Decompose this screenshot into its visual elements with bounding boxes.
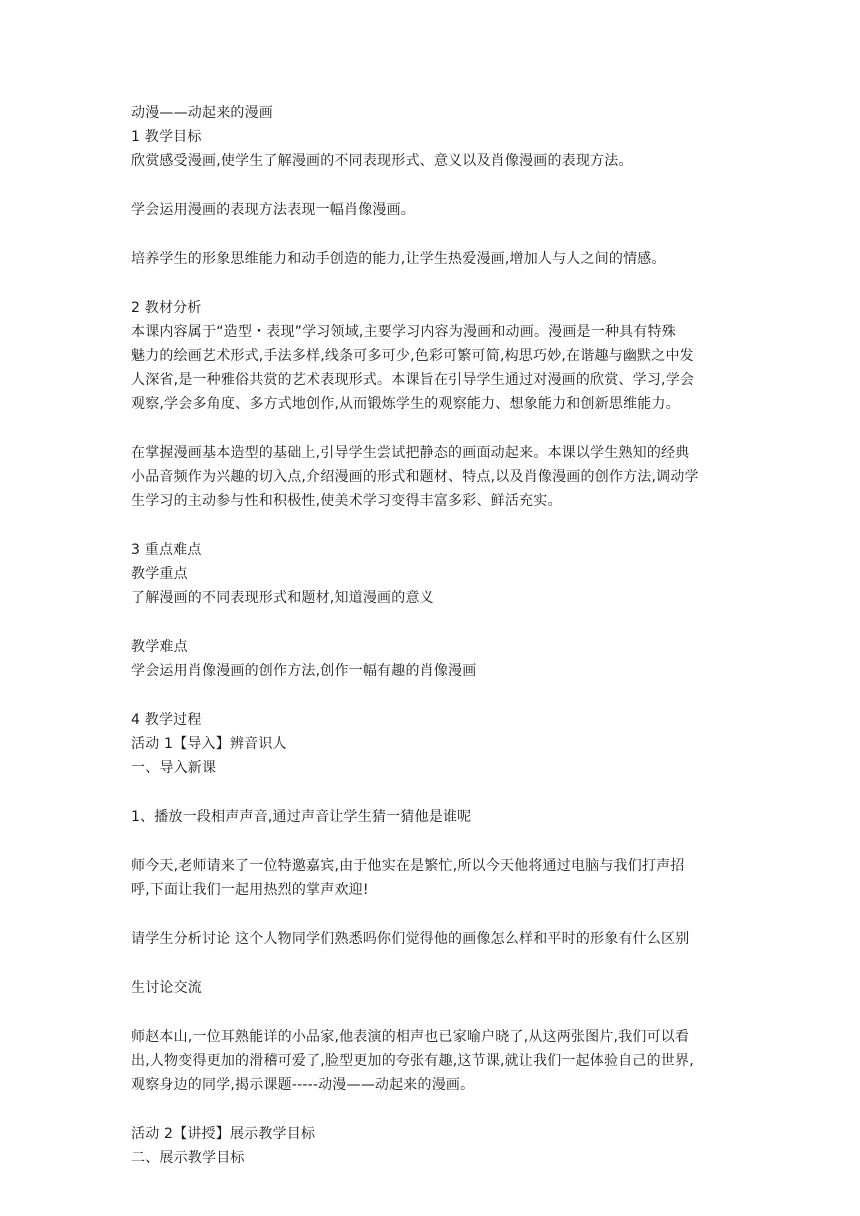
analysis-paragraph-2-line-3: 生学习的主动参与性和积极性,使美术学习变得丰富多彩、鲜活充实。	[131, 493, 562, 509]
step-1-text: 1、播放一段相声声音,通过声音让学生猜一猜他是谁呢	[131, 809, 472, 825]
analysis-paragraph-1-line-2: 魅力的绘画艺术形式,手法多样,线条可多可少,色彩可繁可简,构思巧妙,在谐趣与幽默之中发	[131, 348, 694, 364]
activity-2-subheading: 二、展示教学目标	[131, 1150, 245, 1166]
section-heading-analysis: 2 教材分析	[131, 300, 202, 316]
analysis-paragraph-1-line-3: 人深省,是一种雅俗共赏的艺术表现形式。本课旨在引导学生通过对漫画的欣赏、学习,学会	[131, 372, 695, 388]
teacher-intro-line-2: 呼,下面让我们一起用热烈的掌声欢迎!	[131, 882, 369, 898]
difficulty-text: 学会运用肖像漫画的创作方法,创作一幅有趣的肖像漫画	[131, 663, 477, 679]
student-discussion: 生讨论交流	[131, 980, 202, 996]
objective-paragraph-2: 学会运用漫画的表现方法表现一幅肖像漫画。	[131, 202, 415, 218]
activity-1-heading: 活动 1【导入】辨音识人	[131, 736, 287, 752]
analysis-paragraph-1-line-1: 本课内容属于“造型・表现”学习领域,主要学习内容为漫画和动画。漫画是一种具有特殊	[131, 324, 676, 340]
teacher-reveal-line-3: 观察身边的同学,揭示课题-----动漫——动起来的漫画。	[131, 1077, 475, 1093]
teacher-reveal-line-2: 出,人物变得更加的滑稽可爱了,脸型更加的夸张有趣,这节课,就让我们一起体验自己的世界,	[131, 1053, 694, 1069]
difficulty-label: 教学难点	[131, 639, 188, 655]
section-heading-objectives: 1 教学目标	[131, 129, 202, 145]
teacher-intro-line-1: 师今天,老师请来了一位特邀嘉宾,由于他实在是繁忙,所以今天他将通过电脑与我们打声招	[131, 858, 685, 874]
discussion-prompt: 请学生分析讨论 这个人物同学们熟悉吗你们觉得他的画像怎么样和平时的形象有什么区别	[131, 931, 690, 947]
objective-paragraph-1: 欣赏感受漫画,使学生了解漫画的不同表现形式、意义以及肖像漫画的表现方法。	[131, 153, 633, 169]
section-heading-key-points: 3 重点难点	[131, 542, 202, 558]
key-point-text: 了解漫画的不同表现形式和题材,知道漫画的意义	[131, 590, 434, 606]
analysis-paragraph-2-line-2: 小品音频作为兴趣的切入点,介绍漫画的形式和题材、特点,以及肖像漫画的创作方法,调动学	[131, 469, 699, 485]
teacher-reveal-line-1: 师赵本山,一位耳熟能详的小品家,他表演的相声也已家喻户晓了,从这两张图片,我们可以看	[131, 1029, 690, 1045]
section-heading-process: 4 教学过程	[131, 712, 202, 728]
objective-paragraph-3: 培养学生的形象思维能力和动手创造的能力,让学生热爱漫画,增加人与人之间的情感。	[131, 251, 666, 267]
analysis-paragraph-1-line-4: 观察,学会多角度、多方式地创作,从而锻炼学生的观察能力、想象能力和创新思维能力。	[131, 396, 680, 412]
analysis-paragraph-2-line-1: 在掌握漫画基本造型的基础上,引导学生尝试把静态的画面动起来。本课以学生熟知的经典	[131, 445, 690, 461]
activity-2-heading: 活动 2【讲授】展示教学目标	[131, 1126, 316, 1142]
document-title: 动漫——动起来的漫画	[131, 105, 273, 121]
activity-1-subheading: 一、导入新课	[131, 760, 217, 776]
key-point-label: 教学重点	[131, 566, 188, 582]
document-page	[131, 101, 735, 1170]
